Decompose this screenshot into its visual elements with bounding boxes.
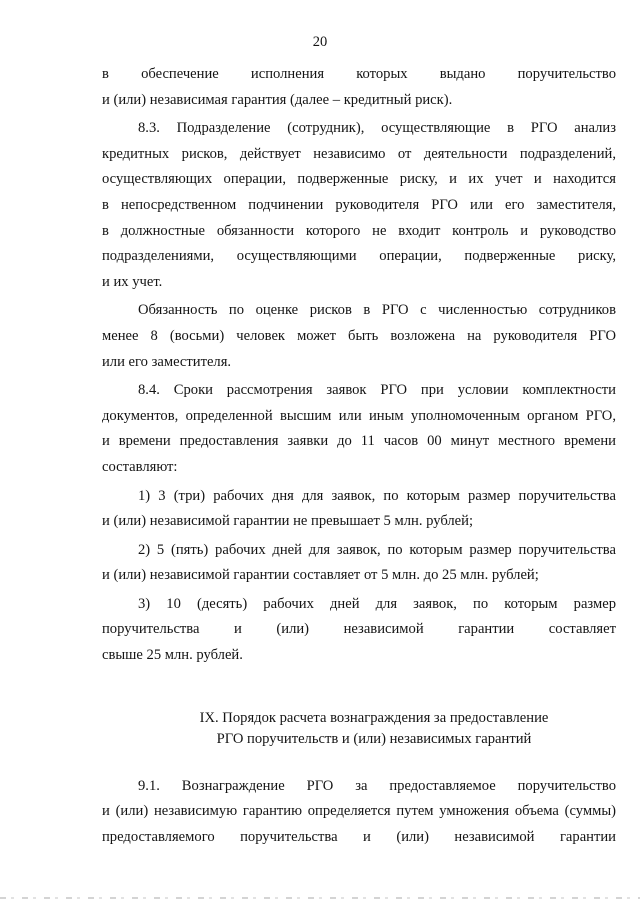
list-item — [102, 484, 616, 535]
heading-line: IX. Порядок расчета вознаграждения за предоставление — [199, 709, 549, 726]
text-line: менее 8 (восьми) человек может быть возложена на руководителя РГО — [102, 327, 616, 344]
text-line: 1) 3 (три) рабочих дня для заявок, по которым размер поручительства — [138, 487, 616, 504]
text-line: в обеспечение исполнения которых выдано поручительство — [102, 66, 616, 82]
text-line: документов, определенной высшим или иным уполномоченным органом РГО, — [102, 407, 616, 424]
text-line: 2) 5 (пять) рабочих дней для заявок, по которым размер поручительства — [138, 541, 616, 558]
text-line: 8.4. Сроки рассмотрения заявок РГО при условии комплектности — [138, 382, 616, 399]
text-line: и времени предоставления заявки до 11 часов 00 минут местного времени — [102, 433, 616, 450]
text-line: и их учет. — [102, 273, 163, 290]
paragraph-intro — [102, 62, 616, 113]
text-line: поручительства и (или) независимой гарантии составляет — [102, 621, 616, 638]
text-line: и (или) независимой гарантии составляет от 5 млн. до 25 млн. рублей; — [102, 567, 539, 584]
text-line: осуществляющих операции, подверженные риску, и их учет и находится — [102, 171, 616, 188]
text-line: и (или) независимая гарантия (далее – кредитный риск). — [102, 91, 453, 108]
scan-artifact — [0, 897, 640, 899]
text-line: или его заместителя. — [102, 353, 232, 370]
text-line: и (или) независимую гарантию определяется путем умножения объема (суммы) — [102, 803, 616, 820]
text-line: и (или) независимой гарантии не превышает 5 млн. рублей; — [102, 513, 474, 530]
text-line: Обязанность по оценке рисков в РГО с численностью сотрудников — [138, 302, 616, 319]
paragraph-8-4 — [102, 378, 616, 480]
text-line: кредитных рисков, действует независимо от деятельности подразделений, — [102, 145, 616, 162]
paragraph-duty — [102, 298, 616, 375]
text-line: свыше 25 млн. рублей. — [102, 647, 243, 664]
page-number: 20 — [312, 34, 328, 50]
text-line: подразделениями, осуществляющими операции, подверженные риску, — [102, 248, 616, 265]
text-line: предоставляемого поручительства и (или) независимой гарантии — [102, 828, 616, 845]
document-body — [102, 62, 616, 850]
list-item — [102, 538, 616, 589]
paragraph-8-3 — [102, 116, 616, 295]
text-line: 8.3. Подразделение (сотрудник), осуществляющие в РГО анализ — [138, 120, 616, 137]
section-heading — [102, 708, 616, 750]
paragraph-9-1 — [102, 774, 616, 851]
text-line: 9.1. Вознаграждение РГО за предоставляемое поручительство — [138, 777, 616, 794]
heading-line: РГО поручительств и (или) независимых гарантий — [216, 730, 532, 747]
text-line: составляют: — [102, 458, 178, 475]
text-line: в должностные обязанности которого не входит контроль и руководство — [102, 222, 616, 239]
text-line: в непосредственном подчинении руководителя РГО или его заместителя, — [102, 196, 616, 213]
list-item — [102, 592, 616, 669]
text-line: 3) 10 (десять) рабочих дней для заявок, по которым размер — [138, 595, 616, 612]
